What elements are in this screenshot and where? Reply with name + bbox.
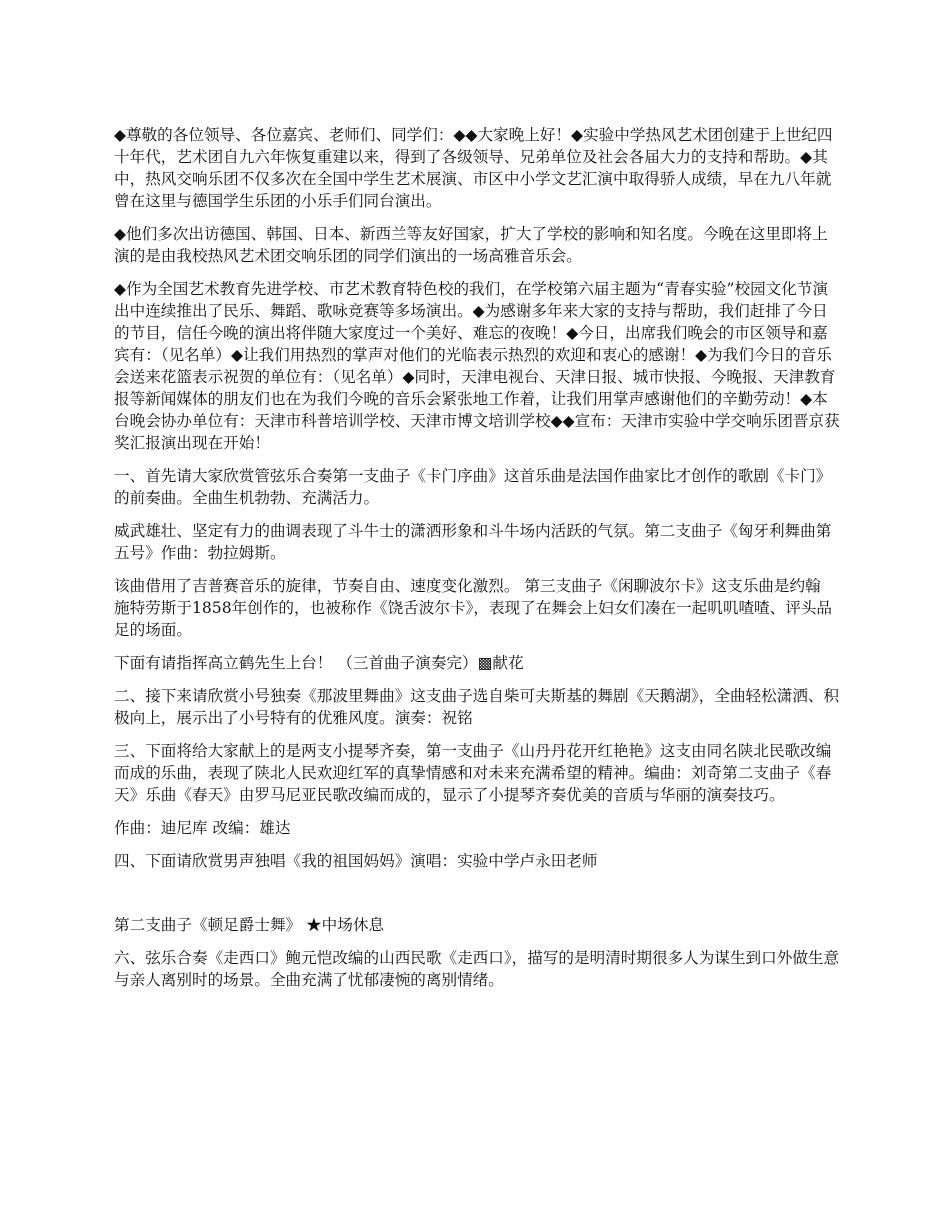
paragraph-second-piece: 威武雄壮、坚定有力的曲调表现了斗牛士的潇洒形象和斗牛场内活跃的气氛。第二支曲子《匈牙利舞曲第五号》作曲：勃拉姆斯。 bbox=[114, 522, 832, 562]
paragraph-overseas-visits: ◆他们多次出访德国、韩国、日本、新西兰等友好国家，扩大了学校的影响和知名度。今晚在这里即将上演的是由我校热风艺术团交响乐团的同学们演出的一场高雅音乐会。 bbox=[114, 225, 828, 265]
paragraph-welcome-guests: ◆作为全国艺术教育先进学校、市艺术教育特色校的我们，在学校第六届主题为“青春实验”校园文化节演出中连续推出了民乐、舞蹈、歌咏竞赛等多场演出。◆为感谢多年来大家的支持与帮助，我们赶排了今日的节目，信任今晚的演出将伴随大家度过一个美好、难忘的夜晚！◆今日，出席我们晚会的市区领导和嘉宾有：（见名单）◆让我们用热烈的掌声对他们的光临表示热烈的欢迎和衷心的感谢！◆为我们今日的音乐会送来花篮表示祝贺的单位有：（见名单）◆同时，天津电视台、天津日报、城市快报、今晚报、天津教育报等新闻媒体的朋友们也在为我们今晚的音乐会紧张地工作着，让我们用掌声感谢他们的辛勤劳动！◆本台晚会协办单位有：天津市科普培训学校、天津市博文培训学校◆◆宣布：天津市实验中学交响乐团晋京获奖汇报演出现在开始！ bbox=[114, 280, 840, 452]
paragraph-composer-credit: 作曲：迪尼库 改编：雄达 bbox=[114, 819, 291, 837]
paragraph-opening-remarks: ◆尊敬的各位领导、各位嘉宾、老师们、同学们：◆◆大家晚上好！◆实验中学热风艺术团创建于上世纪四十年代，艺术团自九六年恢复重建以来，得到了各级领导、兄弟单位及社会各届大力的支持和帮助。◆其中，热风交响乐团不仅多次在全国中学生艺术展演、市区中小学文艺汇演中取得骄人成绩，早在九八年就曾在这里与德国学生乐团的小乐手们同台演出。 bbox=[114, 126, 833, 210]
paragraph-program-two: 二、接下来请欣赏小号独奏《那波里舞曲》这支曲子选自柴可夫斯基的舞剧《天鹅湖》，全曲轻松潇洒、积极向上，展示出了小号特有的优雅风度。演奏：祝铭 bbox=[114, 687, 840, 727]
paragraph-program-six: 六、弦乐合奏《走西口》鲍元恺改编的山西民歌《走西口》，描写的是明清时期很多人为谋生到口外做生意与亲人离别时的场景。全曲充满了忧郁凄惋的离别情绪。 bbox=[114, 949, 840, 989]
paragraph-program-four: 四、下面请欣赏男声独唱《我的祖国妈妈》演唱：实验中学卢永田老师 bbox=[114, 852, 598, 870]
paragraph-program-one: 一、首先请大家欣赏管弦乐合奏第一支曲子《卡门序曲》这首乐曲是法国作曲家比才创作的歌剧《卡门》的前奏曲。全曲生机勃勃、充满活力。 bbox=[114, 467, 832, 507]
document-body bbox=[114, 124, 840, 1002]
paragraph-program-three: 三、下面将给大家献上的是两支小提琴齐奏，第一支曲子《山丹丹花开红艳艳》这支由同名陕北民歌改编而成的乐曲，表现了陕北人民欢迎红军的真挚情感和对未来充满希望的精神。编曲：刘奇第二支曲子《春天》乐曲《春天》由罗马尼亚民歌改编而成的，显示了小提琴齐奏优美的音质与华丽的演奏技巧。 bbox=[114, 742, 832, 804]
paragraph-conductor: 下面有请指挥高立鹤先生上台！ （三首曲子演奏完）▩献花 bbox=[114, 654, 524, 672]
paragraph-third-piece: 该曲借用了吉普赛音乐的旋律，节奏自由、速度变化激烈。 第三支曲子《闲聊波尔卡》这支乐曲是约翰 施特劳斯于1858年创作的，也被称作《饶舌波尔卡》，表现了在舞会上妇女们凑在一起叽叽喳喳、评头品足的场面。 bbox=[114, 577, 833, 639]
paragraph-intermission: 第二支曲子《顿足爵士舞》 ★中场休息 bbox=[114, 916, 385, 934]
